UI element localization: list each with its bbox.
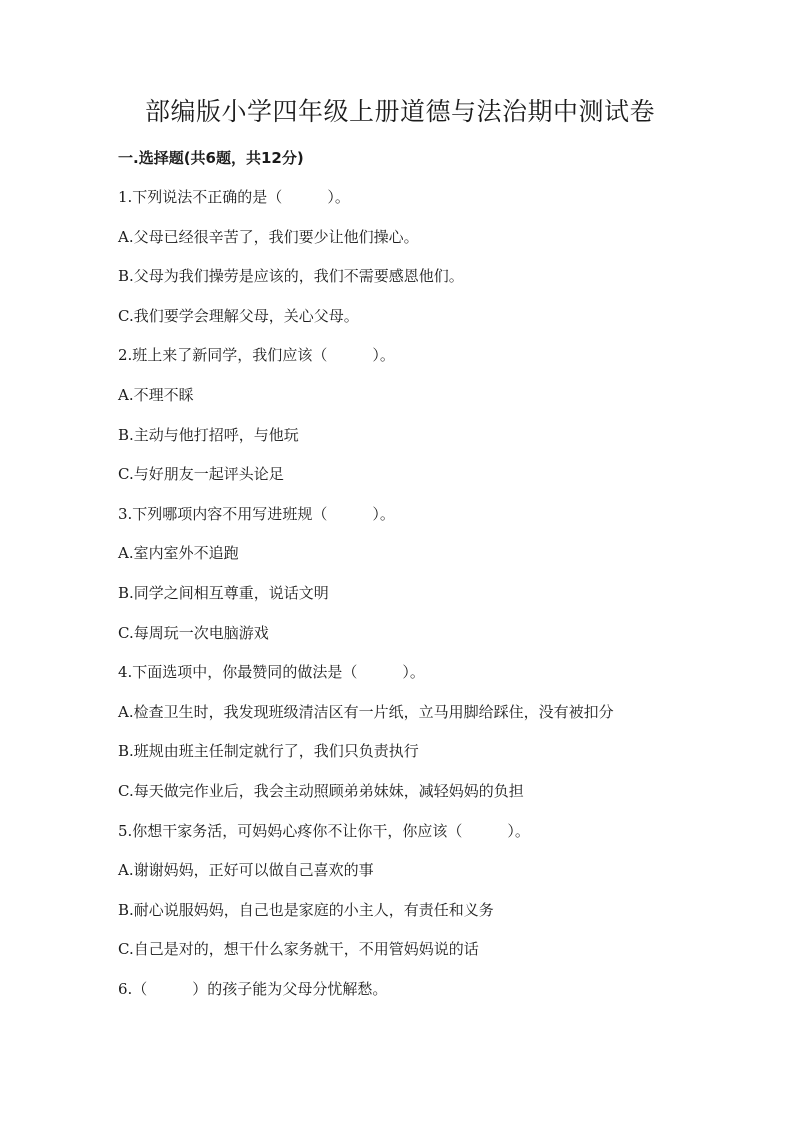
question-1-option-b: B.父母为我们操劳是应该的，我们不需要感恩他们。 [118,267,464,286]
question-4-option-c: C.每天做完作业后，我会主动照顾弟弟妹妹，减轻妈妈的负担 [118,781,524,800]
question-2-option-b: B.主动与他打招呼，与他玩 [118,425,299,444]
question-3-option-b: B.同学之间相互尊重，说话文明 [118,583,329,602]
question-4-option-a: A.检查卫生时，我发现班级清洁区有一片纸，立马用脚给踩住，没有被扣分 [118,702,614,721]
question-5-option-c: C.自己是对的，想干什么家务就干，不用管妈妈说的话 [118,940,479,959]
question-2-option-c: C.与好朋友一起评头论足 [118,465,284,484]
question-5-option-b: B.耐心说服妈妈，自己也是家庭的小主人，有责任和义务 [118,900,494,919]
question-2-option-a: A.不理不睬 [118,385,194,404]
question-6-stem: 6.（ ）的孩子能为父母分忧解愁。 [118,979,388,998]
question-1-stem: 1.下列说法不正确的是（ ）。 [118,188,350,206]
section-heading: 一.选择题(共6题，共12分) [118,149,304,167]
question-4-stem: 4.下面选项中，你最赞同的做法是（ ）。 [118,663,425,682]
question-1-option-a: A.父母已经很辛苦了，我们要少让他们操心。 [118,227,419,246]
question-list [118,186,718,1017]
question-3-option-a: A.室内室外不追跑 [118,544,239,563]
question-5-option-a: A.谢谢妈妈，正好可以做自己喜欢的事 [118,861,374,880]
question-2-stem: 2.班上来了新同学，我们应该（ ）。 [118,346,395,365]
question-1-option-c: C.我们要学会理解父母，关心父母。 [118,306,359,325]
question-3-option-c: C.每周玩一次电脑游戏 [118,623,269,642]
question-5-stem: 5.你想干家务活，可妈妈心疼你不让你干，你应该（ ）。 [118,821,530,840]
question-4-option-b: B.班规由班主任制定就行了，我们只负责执行 [118,742,419,761]
page-title: 部编版小学四年级上册道德与法治期中测试卷 [144,97,655,126]
question-3-stem: 3.下列哪项内容不用写进班规（ ）。 [118,504,395,523]
